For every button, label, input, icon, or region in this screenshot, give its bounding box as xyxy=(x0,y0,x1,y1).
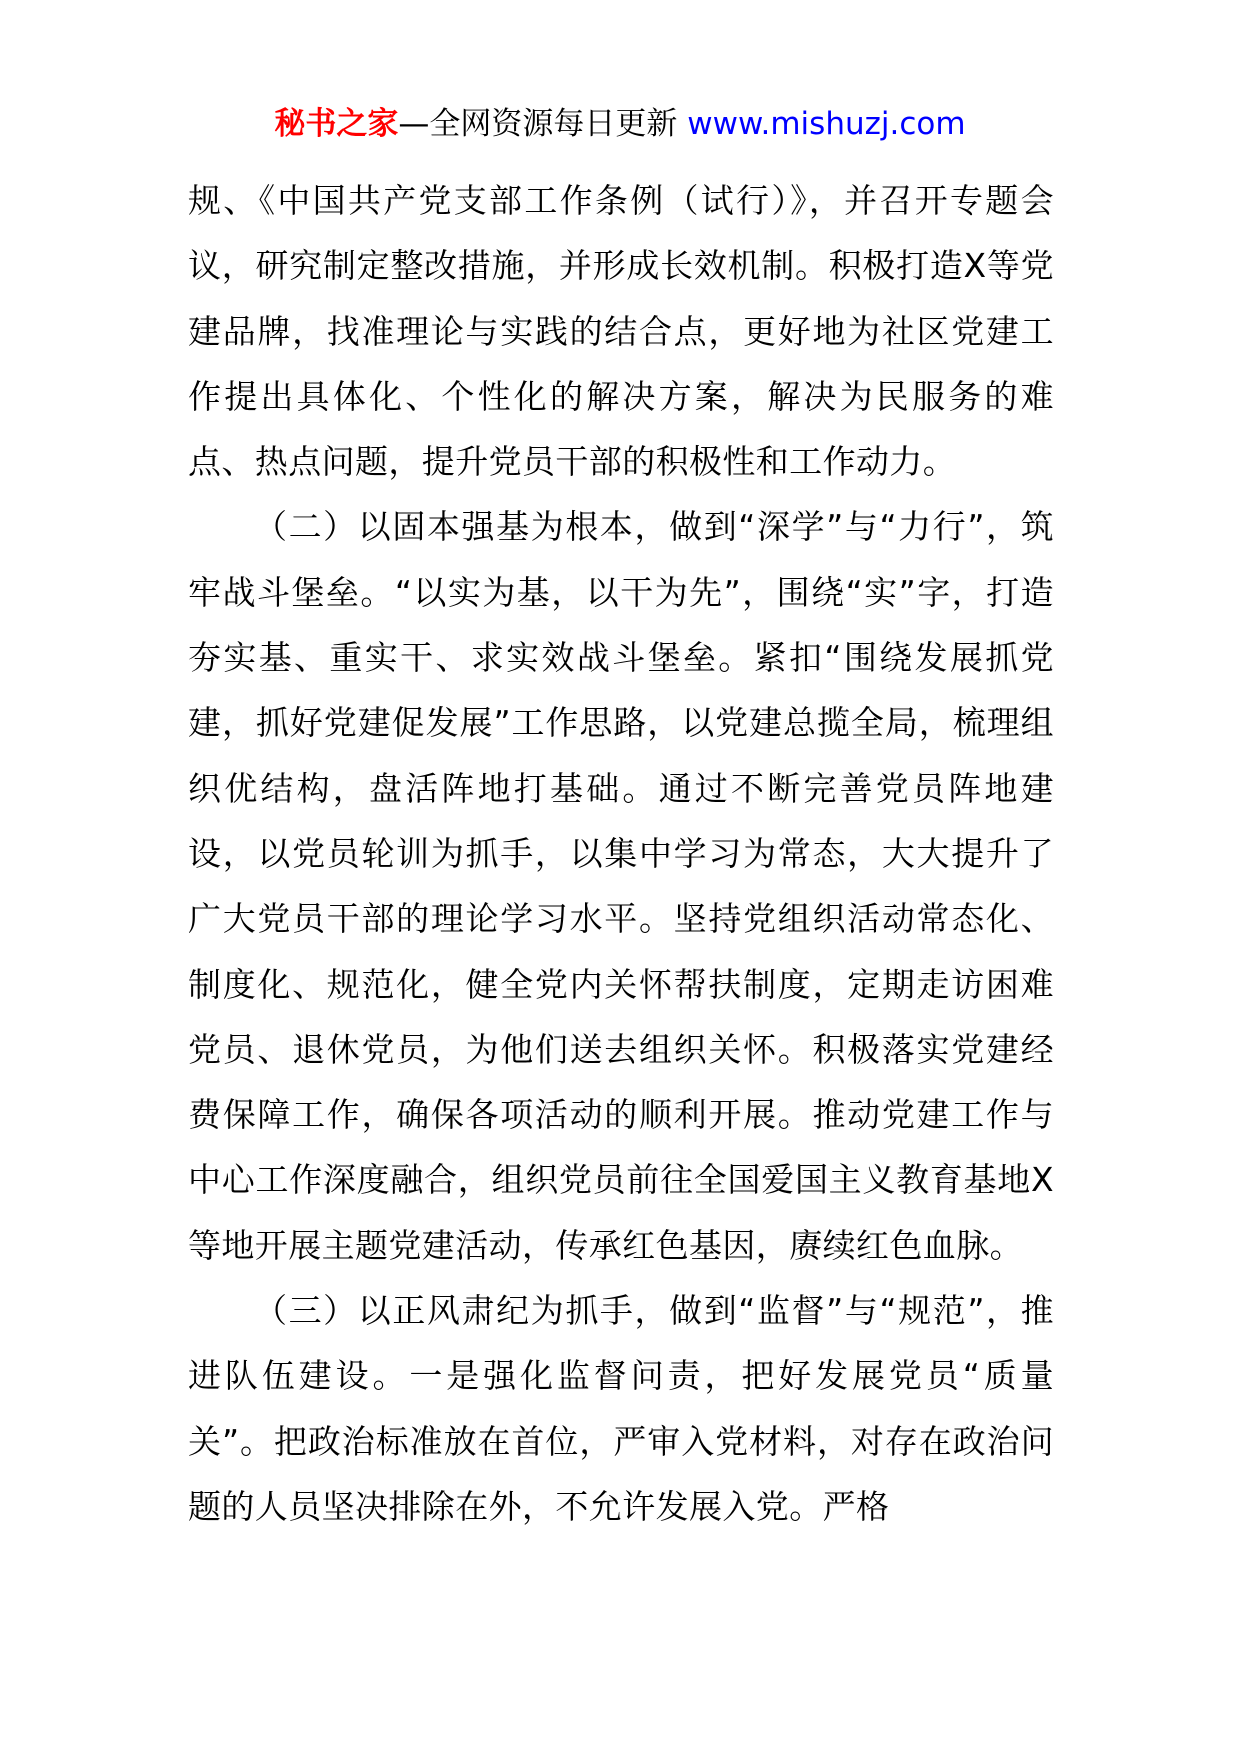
paragraph-continued: 规、《中国共产党支部工作条例（试行）》，并召开专题会议，研究制定整改措施，并形成长效机制。积极打造X等党建品牌，找准理论与实践的结合点，更好地为社区党建工作提出具体化、个性化的解决方案，解决为民服务的难点、热点问题，提升党员干部的积极性和工作动力。 xyxy=(188,181,1054,482)
page-header xyxy=(0,102,1240,146)
paragraph-section-two: （二）以固本强基为根本，做到“深学”与“力行”，筑牢战斗堡垒。“以实为基，以干为先”，围绕“实”字，打造夯实基、重实干、求实效战斗堡垒。紧扣“围绕发展抓党建，抓好党建促发展”工作思路，以党建总揽全局，梳理组织优结构，盘活阵地打基础。通过不断完善党员阵地建设，以党员轮训为抓手，以集中学习为常态，大大提升了广大党员干部的理论学习水平。坚持党组织活动常态化、制度化、规范化，健全党内关怀帮扶制度，定期走访困难党员、退休党员，为他们送去组织关怀。积极落实党建经费保障工作，确保各项活动的顺利开展。推动党建工作与中心工作深度融合，组织党员前往全国爱国主义教育基地X等地开展主题党建活动，传承红色基因，赓续红色血脉。 xyxy=(188,507,1054,1265)
site-url: www.mishuzj.com xyxy=(687,106,966,142)
paragraph-section-three: （三）以正风肃纪为抓手，做到“监督”与“规范”，推进队伍建设。一是强化监督问责，把好发展党员“质量关”。把政治标准放在首位，严审入党材料，对存在政治问题的人员坚决排除在外，不允许发展入党。严格 xyxy=(188,1291,1054,1526)
header-tagline: —全网资源每日更新 xyxy=(398,106,678,142)
brand-name: 秘书之家 xyxy=(274,106,399,142)
document-body xyxy=(188,168,1054,1539)
